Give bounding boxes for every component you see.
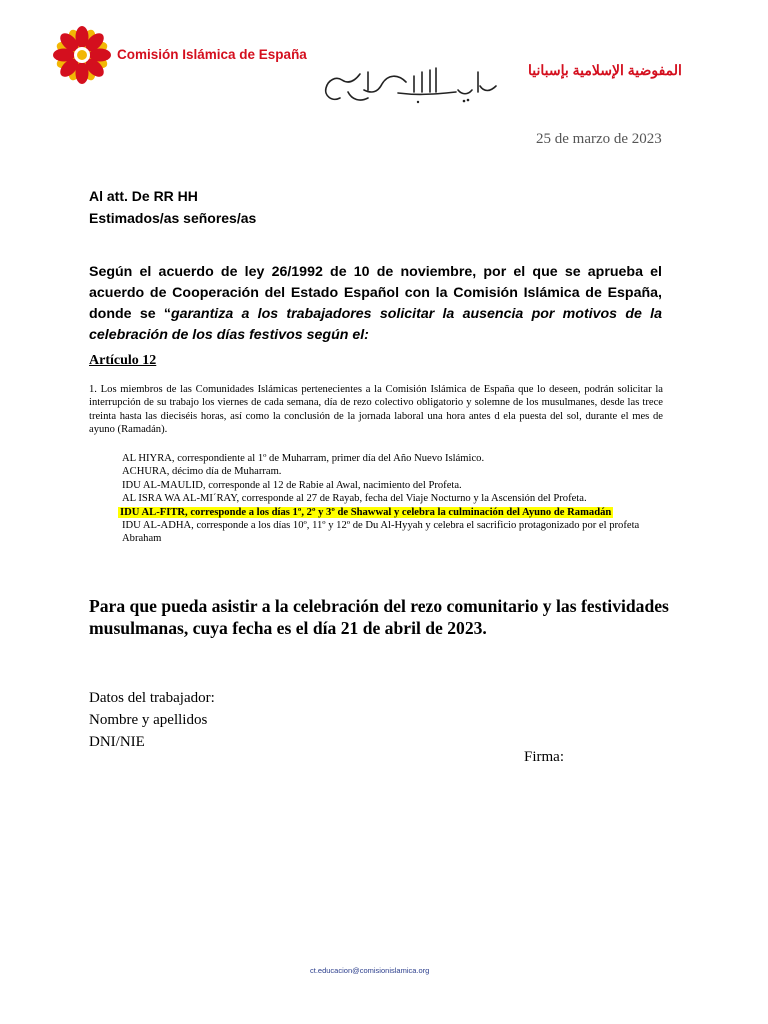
commission-logo-icon — [52, 25, 112, 85]
holiday-item-adha: IDU AL-ADHA, corresponde a los días 10º, 11º y 12º de Du Al-Hyyah y celebra el sacrificio protagonizado por el profeta Abraham — [122, 520, 640, 545]
agreement-quote: garantiza a los trabajadores solicitar la ausencia por motivos de la celebración de los días festivos según el: — [89, 306, 662, 343]
footer-email-link[interactable]: ct.educacion@comisionislamica.org — [310, 966, 430, 975]
holiday-item-hiyra: AL HIYRA, correspondiente al 1º de Muharram, primer día del Año Nuevo Islámico. — [122, 453, 485, 464]
letter-date: 25 de marzo de 2023 — [536, 131, 662, 147]
agreement-paragraph — [89, 262, 662, 346]
greeting-recipient: Al att. De RR HH — [89, 188, 198, 204]
greeting-salutation: Estimados/as señores/as — [89, 210, 257, 226]
holiday-item-isra: AL ISRA WA AL-MI´RAY, corresponde al 27 de Rayab, fecha del Viaje Nocturno y la Ascensión del Profeta. — [122, 493, 587, 505]
basmala-calligraphy — [318, 62, 500, 108]
organization-name-arabic: المفوضية الإسلامية بإسبانيا — [528, 62, 682, 78]
holiday-list — [122, 452, 667, 546]
greeting-block — [89, 185, 256, 229]
worker-data-title: Datos del trabajador: — [89, 690, 215, 706]
request-paragraph: Para que pueda asistir a la celebración del rezo comunitario y las festividades musulmanas, cuya fecha es el día 21 de abril de 2023. — [89, 596, 669, 638]
holiday-item-fitr-highlighted — [122, 506, 667, 519]
organization-name-spanish: Comisión Islámica de España — [117, 47, 307, 62]
agreement-lead-text: Según el acuerdo de ley 26/1992 de 10 de noviembre, por el que se aprueba el acuerdo de Cooperación del Estado Español con la Comisión Islámica de España, donde se “ — [89, 264, 662, 322]
holiday-item-maulid: IDU AL-MAULID, corresponde al 12 de Rabie al Awal, nacimiento del Profeta. — [122, 479, 462, 491]
signature-label: Firma: — [524, 749, 564, 765]
worker-id-label: DNI/NIE — [89, 734, 145, 750]
article-text: 1. Los miembros de las Comunidades Islámicas pertenecientes a la Comisión Islámica de España que lo deseen, podrán solicitar la interrupción de su trabajo los viernes de cada semana, día de rezo colectivo obligatorio y solemne de los musulmanes, desde las trece treinta hasta las dieciséis horas, así como la conclusión de la jornada laboral una hora antes d ela puesta del sol, durante el mes de ayuno (Ramadán). — [89, 384, 663, 436]
article-title: Artículo 12 — [89, 353, 157, 368]
worker-data-block — [89, 687, 215, 753]
worker-name-label: Nombre y apellidos — [89, 712, 208, 728]
holiday-item-achura: ACHURA, décimo día de Muharram. — [122, 466, 282, 478]
highlighted-holiday-text: IDU AL-FITR, corresponde a los días 1º, 2º y 3º de Shawwal y celebra la culminación del Ayuno de Ramadán — [120, 506, 612, 518]
